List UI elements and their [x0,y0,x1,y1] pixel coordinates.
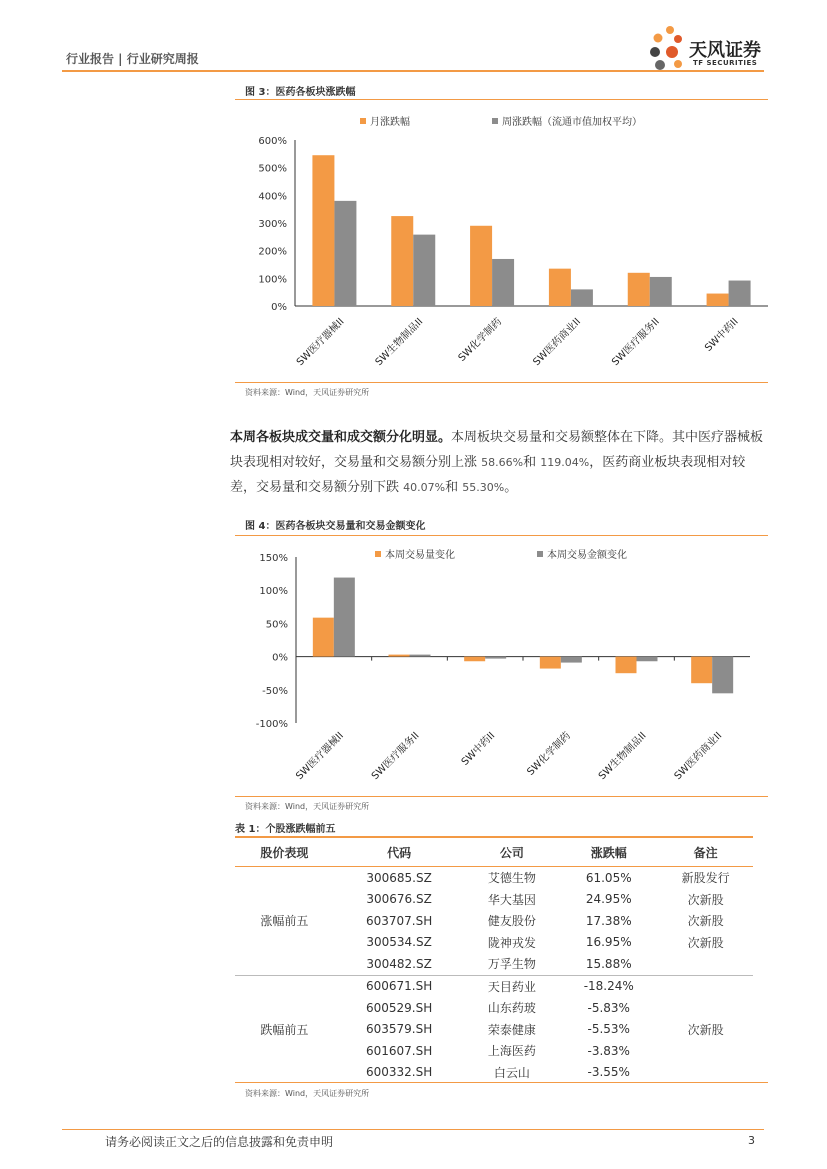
bar-1-1 [413,235,435,306]
table-header-row [235,838,753,867]
stock-company: 山东药玻 [487,1001,536,1016]
y-tick-label: 300% [258,219,287,230]
paragraph-text-4: 和 [445,480,463,495]
stock-change: 15.88% [559,953,658,975]
header-note: 备注 [658,838,753,867]
stock-change: -3.83% [587,1043,630,1058]
x-tick-label: SW化学制药 [525,730,573,778]
stock-company: 白云山 [493,1065,530,1080]
header-divider [62,70,764,72]
bar-1-3 [561,657,582,663]
table1-bottom-rule [235,1082,768,1083]
legend-label-0: 本周交易量变化 [385,550,455,561]
group-label-losers: 跌幅前五 [260,1022,309,1037]
figure3-source: 资料来源：Wind，天风证券研究所 [245,388,370,397]
paragraph-text-5: 。 [504,480,518,495]
figure4-caption: 图 4：医药各板块交易量和交易金额变化 [245,521,426,532]
bar-0-5 [707,294,729,306]
table-row [235,867,753,889]
header-title: 行业报告 | 行业研究周报 [66,52,199,66]
stock-code: 600529.SH [365,1000,433,1015]
stock-note: 新股发行 [681,871,730,886]
stock-note [658,953,753,975]
stock-note [658,975,753,997]
x-tick-label: SW医药商业II [672,730,725,783]
y-tick-label: -100% [255,719,288,730]
bar-0-3 [540,657,561,669]
bar-1-2 [485,657,506,659]
paragraph-text-1: 本周板块交易量和交易额整体在下降。其中医疗器械板块表现相对较好，交易量和交易额分别上涨 [230,430,764,470]
stock-code: 600671.SH [365,979,433,994]
figure3-chart [235,100,768,382]
paragraph-number-3: 40.07% [403,481,446,494]
page-number: 3 [748,1134,755,1147]
stock-code: 603707.SH [365,913,433,928]
bar-0-1 [391,216,413,306]
paragraph-lead: 本周各板块成交量和成交额分化明显。 [230,430,452,445]
y-tick-label: 400% [258,191,287,203]
stock-code: 300685.SZ [366,870,432,885]
x-tick-label: SW医疗服务II [369,730,422,783]
stock-code: 603579.SH [365,1022,433,1037]
stock-code: 600332.SH [365,1065,433,1080]
legend-label-0: 月涨跌幅 [370,117,410,128]
header-company: 公司 [465,838,560,867]
paragraph-text-2: 和 [523,455,541,470]
bar-0-4 [628,273,650,306]
paragraph-number-4: 55.30% [462,481,505,494]
header-performance: 股价表现 [235,838,334,867]
legend-swatch-1 [537,551,543,557]
bar-0-4 [616,657,637,674]
bar-0-2 [464,657,485,662]
stock-change: 17.38% [585,913,632,928]
x-tick-label: SW中药II [459,730,498,768]
y-tick-label: 200% [258,246,287,258]
figure3-caption: 图 3：医药各板块涨跌幅 [245,87,356,98]
bar-1-4 [650,277,672,306]
stock-note [658,997,753,1019]
stock-company: 艾德生物 [487,871,536,886]
x-tick-label: SW医药商业II [531,316,584,369]
paragraph-text-3: ，医药商业板块表现相对较差，交易量和交易额分别下跌 [230,455,746,495]
bar-1-5 [712,657,733,694]
stock-note: 次新股 [687,1022,724,1037]
header-code: 代码 [334,838,465,867]
stock-company: 上海医药 [487,1044,536,1059]
y-tick-label: 150% [259,553,288,564]
stock-change: -5.53% [587,1022,630,1037]
paragraph-number-2: 119.04% [540,456,590,469]
bar-1-2 [492,259,514,306]
body-paragraph [230,425,770,500]
y-tick-label: 100% [259,586,288,598]
paragraph-number-1: 58.66% [481,456,524,469]
footer-disclaimer: 请务必阅读正文之后的信息披露和免责申明 [105,1135,334,1149]
table-row [235,975,753,997]
stock-company: 陇神戎发 [487,935,536,950]
bar-1-0 [334,578,355,657]
y-tick-label: 600% [258,136,287,147]
y-tick-label: 0% [272,652,288,664]
legend-swatch-0 [360,118,366,124]
stock-company: 天目药业 [487,979,536,994]
stock-change: 61.05% [585,870,632,885]
x-tick-label: SW医疗器械II [294,316,347,369]
stock-change: 16.95% [585,935,632,950]
stock-code: 300676.SZ [366,892,432,907]
bar-0-2 [470,226,492,306]
bar-0-3 [549,269,571,306]
x-tick-label: SW化学制药 [456,316,505,364]
bar-1-4 [637,657,658,662]
x-tick-label: SW生物制品II [596,730,649,783]
stock-company: 万孚生物 [465,953,560,975]
bar-0-5 [691,657,712,684]
y-tick-label: 50% [265,619,288,631]
table1-source: 资料来源：Wind，天风证券研究所 [245,1089,370,1098]
stock-change: -3.55% [587,1065,630,1080]
stock-change: -18.24% [583,979,634,994]
stock-note [658,1040,753,1062]
x-tick-label: SW医疗器械II [294,730,346,783]
y-tick-label: -50% [262,685,288,697]
figure4-source: 资料来源：Wind，天风证券研究所 [245,802,370,811]
bar-1-0 [334,201,356,306]
x-tick-label: SW生物制品II [373,316,426,369]
stock-note: 次新股 [687,935,724,950]
stock-company: 华大基因 [487,892,536,907]
figure4-bottom-rule [235,796,768,797]
figure3-bottom-rule [235,382,768,383]
table1-caption: 表 1：个股涨跌幅前五 [235,824,336,835]
logo-name: 天风证券 [689,40,761,61]
footer-divider [62,1129,764,1130]
bar-0-0 [313,618,334,657]
bar-1-1 [410,655,431,657]
y-tick-label: 100% [258,274,287,286]
stock-note [658,1062,753,1084]
legend-swatch-0 [375,551,381,557]
y-tick-label: 500% [258,163,287,175]
stock-note: 次新股 [687,914,724,929]
legend-label-1: 周涨跌幅（流通市值加权平均） [502,117,642,128]
logo-icon [648,24,688,72]
y-tick-label: 0% [271,302,287,313]
stock-code: 300482.SZ [334,953,465,975]
bar-1-5 [729,281,751,306]
header-change: 涨跌幅 [559,838,658,867]
bar-1-3 [571,289,593,306]
stock-code: 300534.SZ [366,935,432,950]
stock-code: 601607.SH [365,1043,433,1058]
stock-table [235,838,753,1083]
stock-change: -5.83% [587,1000,630,1015]
group-label-gainers: 涨幅前五 [235,867,334,976]
logo-subtitle: TF SECURITIES [693,59,758,67]
stock-note: 次新股 [687,892,724,907]
figure4-chart [235,536,768,795]
bar-0-0 [312,155,334,306]
stock-company: 荣泰健康 [487,1022,536,1037]
legend-swatch-1 [492,118,498,124]
legend-label-1: 本周交易金额变化 [547,550,627,561]
bar-0-1 [389,655,410,657]
x-tick-label: SW中药II [703,316,741,354]
stock-company: 健友股份 [487,914,536,929]
x-tick-label: SW医疗服务II [610,316,662,369]
stock-change: 24.95% [585,892,632,907]
